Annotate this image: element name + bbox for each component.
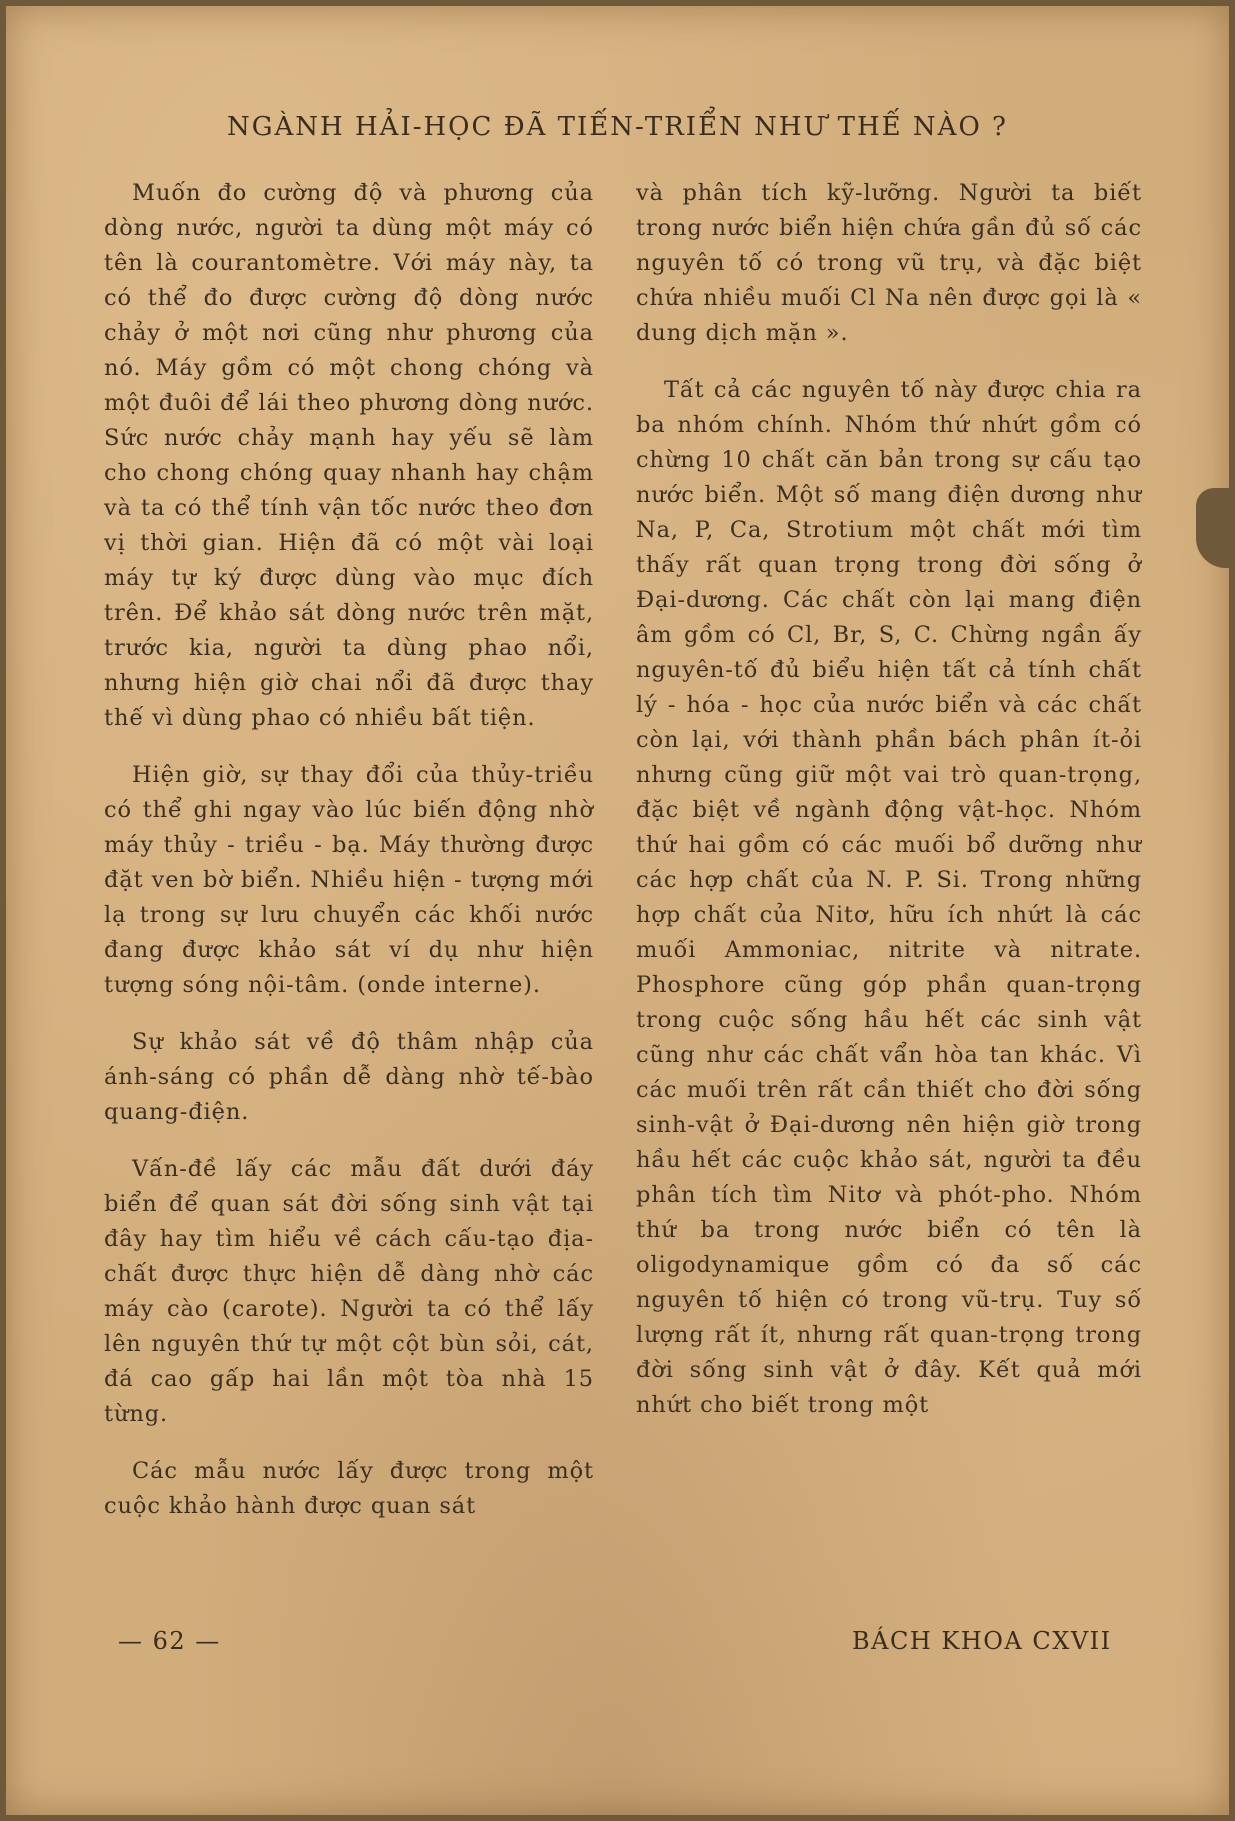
paragraph: Tất cả các nguyên tố này được chia ra ba nhóm chính. Nhóm thứ nhứt gồm có chừng 10 chất căn bản trong sự cấu tạo nước biển. Một số mang điện dương như Na, P, Ca, Strotium một chất mới tìm thấy rất quan trọng trong đời sống ở Đại-dương. Các chất còn lại mang điện âm gồm có Cl, Br, S, C. Chừng ngần ấy nguyên-tố đủ biểu hiện tất cả tính chất lý - hóa - học của nước biển và các chất còn lại, với thành phần bách phân ít-ỏi nhưng cũng giữ một vai trò quan-trọng, đặc biệt về ngành động vật-học. Nhóm thứ hai gồm có các muối bổ dưỡng như các hợp chất của N. P. Si. Trong những hợp chất của Nitơ, hữu ích nhứt là các muối Ammoniac, nitrite và nitrate. Phosphore cũng góp phần quan-trọng trong cuộc sống hầu hết các sinh vật cũng như các chất vẩn hòa tan khác. Vì các muối trên rất cần thiết cho đời sống sinh-vật ở Đại-dương nên hiện giờ trong hầu hết các cuộc khảo sát, người ta đều phân tích tìm Nitơ và phót-pho. Nhóm thứ ba trong nước biển có tên là oligodynamique gồm có đa số các nguyên tố hiện có trong vũ-trụ. Tuy số lượng rất ít, nhưng rất quan-trọng trong đời sống sinh vật ở đây. Kết quả mới nhứt cho biết trong một xyxy=(636,377,1142,1418)
torn-edge xyxy=(1196,488,1235,568)
paragraph: Các mẫu nước lấy được trong một cuộc khảo hành được quan sát xyxy=(104,1458,594,1519)
paragraph: Hiện giờ, sự thay đổi của thủy-triều có thể ghi ngay vào lúc biến động nhờ máy thủy - triều - bạ. Máy thường được đặt ven bờ biển. Nhiều hiện - tượng mới lạ trong sự lưu chuyển các khối nước đang được khảo sát ví dụ như hiện tượng sóng nội-tâm. (onde interne). xyxy=(104,762,594,998)
right-column xyxy=(636,176,1142,1423)
article-title: NGÀNH HẢI-HỌC ĐÃ TIẾN-TRIỂN NHƯ THẾ NÀO ? xyxy=(227,112,1008,142)
paragraph: Vấn-đề lấy các mẫu đất dưới đáy biển để quan sát đời sống sinh vật tại đây hay tìm hiểu về cách cấu-tạo địa-chất được thực hiện dễ dàng nhờ các máy cào (carote). Người ta có thể lấy lên nguyên thứ tự một cột bùn sỏi, cát, đá cao gấp hai lần một tòa nhà 15 từng. xyxy=(104,1156,594,1427)
paragraph: Muốn đo cường độ và phương của dòng nước, người ta dùng một máy có tên là courantomètre. Với máy này, ta có thể đo được cường độ dòng nước chảy ở một nơi cũng như phương của nó. Máy gồm có một chong chóng và một đuôi để lái theo phương dòng nước. Sức nước chảy mạnh hay yếu sẽ làm cho chong chóng quay nhanh hay chậm và ta có thể tính vận tốc nước theo đơn vị thời gian. Hiện đã có một vài loại máy tự ký được dùng vào mục đích trên. Để khảo sát dòng nước trên mặt, trước kia, người ta dùng phao nổi, nhưng hiện giờ chai nổi đã được thay thế vì dùng phao có nhiều bất tiện. xyxy=(104,180,594,731)
paragraph: Sự khảo sát về độ thâm nhập của ánh-sáng có phần dễ dàng nhờ tế-bào quang-điện. xyxy=(104,1029,594,1125)
left-column xyxy=(104,176,594,1524)
paragraph-continued: và phân tích kỹ-lưỡng. Người ta biết trong nước biển hiện chứa gần đủ số các nguyên tố có trong vũ trụ, và đặc biệt chứa nhiều muối Cl Na nên được gọi là « dung dịch mặn ». xyxy=(636,180,1142,346)
publication-name: BÁCH KHOA CXVII xyxy=(852,1627,1112,1655)
page-number: — 62 — xyxy=(118,1627,221,1655)
